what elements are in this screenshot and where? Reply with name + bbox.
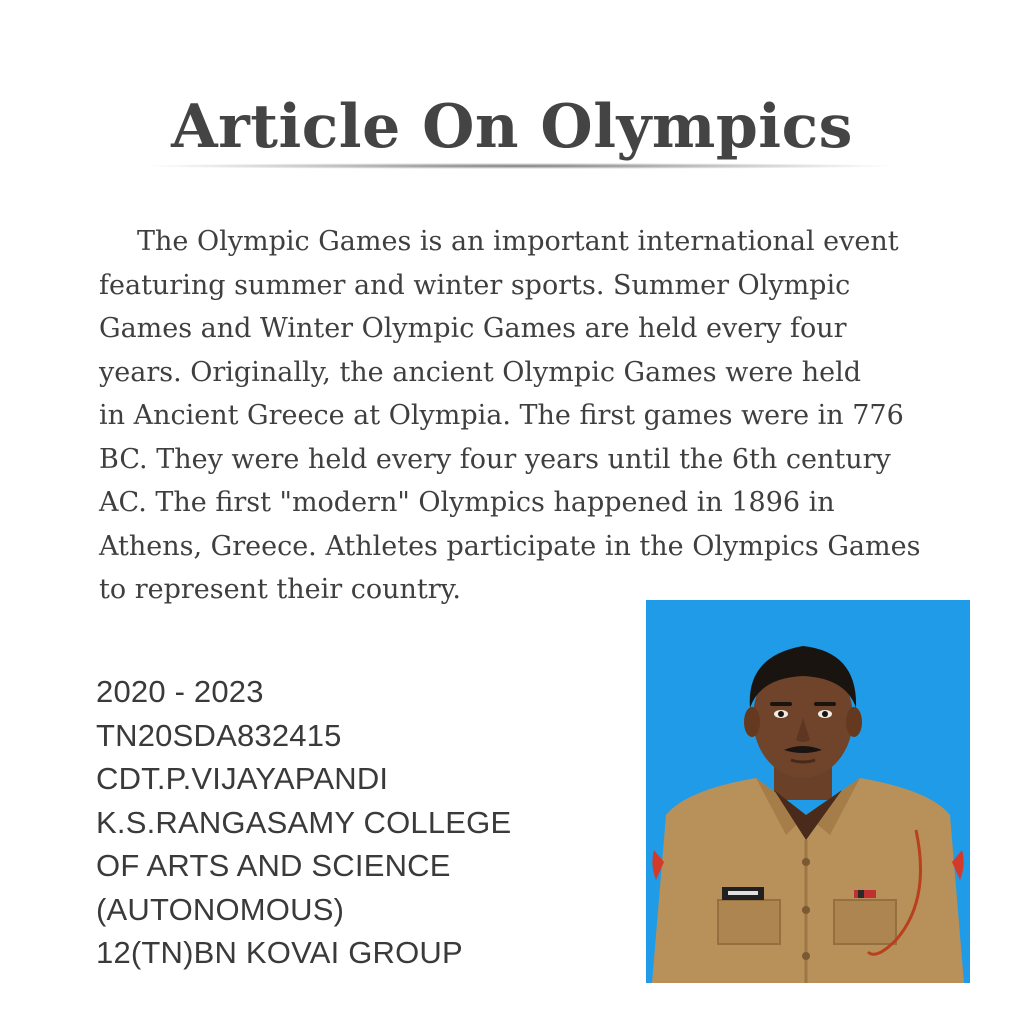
article-line: in Ancient Greece at Olympia. The first games were in 776	[99, 400, 904, 431]
cadet-info	[96, 670, 576, 975]
info-years: 2020 - 2023	[96, 674, 264, 709]
info-college: OF ARTS AND SCIENCE	[96, 848, 451, 883]
info-cadet-name: CDT.P.VIJAYAPANDI	[96, 761, 389, 796]
info-battalion: 12(TN)BN KOVAI GROUP	[96, 935, 463, 970]
cadet-photo	[646, 600, 970, 983]
article-line: Games and Winter Olympic Games are held every four	[99, 313, 847, 344]
article-line: to represent their country.	[99, 574, 461, 605]
info-college: K.S.RANGASAMY COLLEGE	[96, 804, 512, 840]
article-line: AC. The first "modern" Olympics happened in 1896 in	[99, 487, 835, 518]
cadet-portrait-icon	[646, 600, 970, 983]
page-title: Article On Olympics	[171, 92, 853, 162]
article-line: Athens, Greece. Athletes participate in the Olympics Games	[99, 530, 921, 562]
article-line: years. Originally, the ancient Olympic Games were held	[99, 356, 862, 388]
article-line: featuring summer and winter sports. Summer Olympic	[99, 269, 851, 301]
article-line: BC. They were held every four years until the 6th century	[99, 443, 891, 475]
article-line: The Olympic Games is an important international event	[137, 226, 899, 257]
info-regimental-number: TN20SDA832415	[96, 717, 342, 753]
article-body	[99, 220, 991, 612]
title-underline	[150, 163, 890, 169]
info-college: (AUTONOMOUS)	[96, 891, 345, 927]
